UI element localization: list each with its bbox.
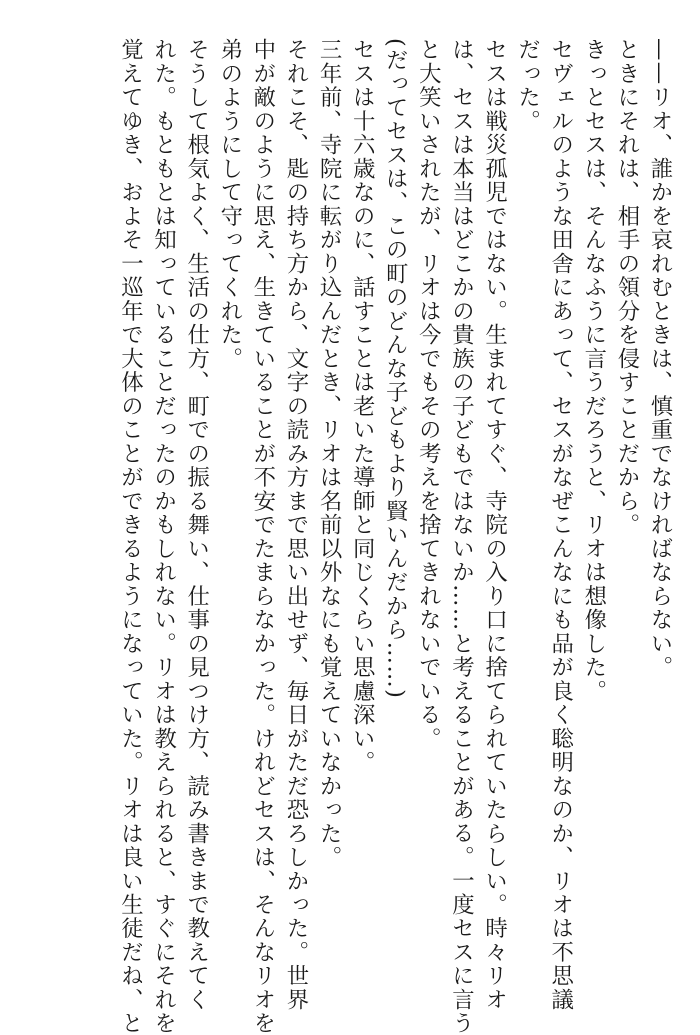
text-line: セヴェルのような田舎にあって、セスがなぜこんなにも品が良く聡明なのか、リオは不思議: [547, 38, 574, 1012]
text-line: は、セスは本当はどこかの貴族の子どもではないか……と考えることがある。一度セスに言う: [448, 38, 475, 1035]
text-line: セスは十六歳なのに、話すことは老いた導師と同じくらい思慮深い。: [349, 38, 376, 775]
text-line: ときにそれは、相手の領分を侵すことだから。: [613, 38, 640, 537]
text-line: 三年前、寺院に転がり込んだとき、リオは名前以外なにも覚えていなかった。: [316, 38, 343, 870]
text-line: セスは戦災孤児ではない。生まれてすぐ、寺院の入り口に捨てられていたらしい。時々リオ: [481, 38, 508, 1012]
text-line: 中が敵のように思え、生きていることが不安でたまらなかった。けれどセスは、そんなリオを: [249, 38, 276, 1035]
text-line: と大笑いされたが、リオは今でもその考えを捨てきれないでいる。: [415, 38, 442, 751]
vertical-text-body: [24, 38, 676, 1035]
text-line: だった。: [514, 38, 541, 133]
text-line: それこそ、匙の持ち方から、文字の読み方まで思い出せず、毎日がただ恐ろしかった。世界: [282, 38, 309, 1012]
text-line: きっとセスは、そんなふうに言うだろうと、リオは想像した。: [580, 38, 607, 703]
text-line: ——リオ、誰かを哀れむときは、慎重でなければならない。: [647, 38, 673, 680]
text-line: れた。もともとは知っていることだったのかもしれない。リオは教えられると、すぐにそれを: [150, 38, 177, 1035]
text-line: そうして根気よく、生活の仕方、町での振る舞い、仕事の見つけ方、読み書きまで教えてく: [183, 38, 210, 1012]
text-line: 覚えてゆき、およそ一巡年で大体のことができるようになっていた。リオは良い生徒だね、と: [117, 38, 144, 1035]
text-line: 弟のようにして守ってくれた。: [216, 38, 243, 371]
text-line: (だってセスは、この町のどんな子どもより賢いんだから……): [382, 38, 409, 700]
